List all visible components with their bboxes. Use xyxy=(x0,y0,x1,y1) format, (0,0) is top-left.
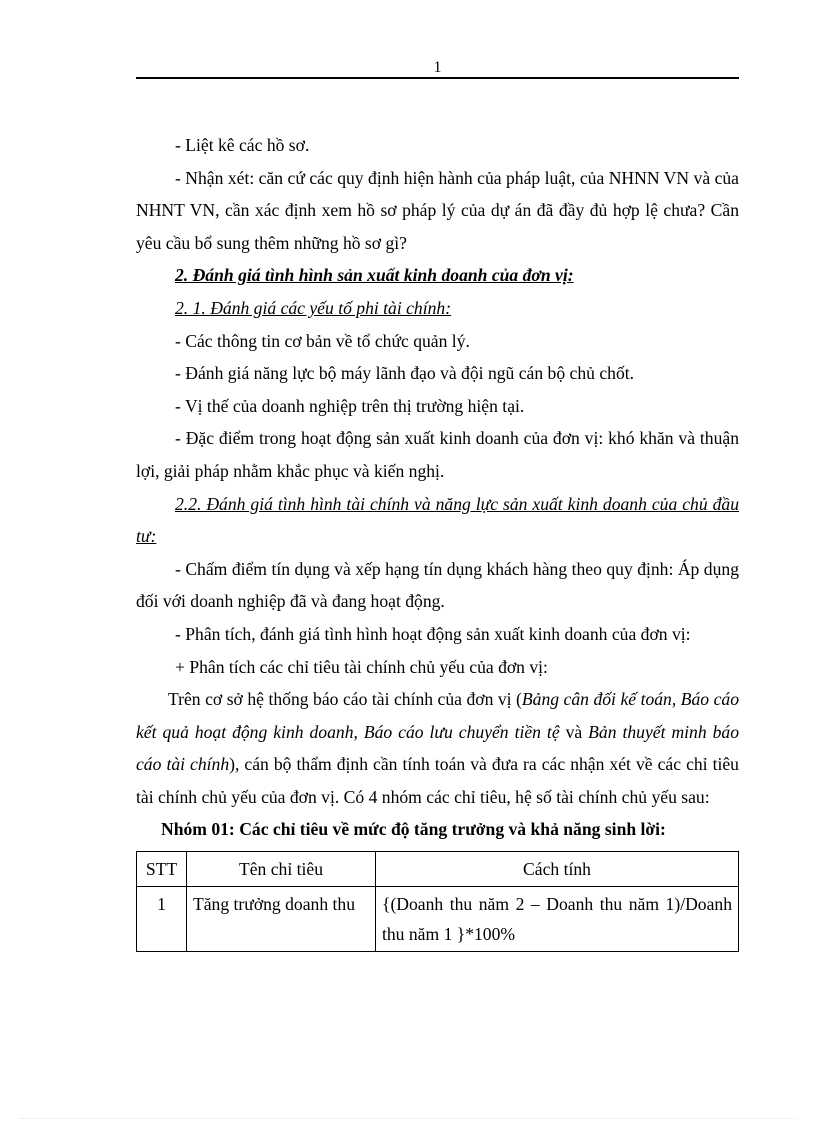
header-calculation: Cách tính xyxy=(376,852,739,887)
list-item-financial-indicators: + Phân tích các chỉ tiêu tài chính chủ yếu của đơn vị: xyxy=(175,656,548,677)
table-header-row xyxy=(137,852,739,887)
paragraph-financial-reports-part-a: Trên cơ sở hệ thống báo cáo tài chính của đơn vị ( xyxy=(168,689,522,710)
paragraph-financial-reports xyxy=(136,683,739,813)
paragraph-comment: - Nhận xét: căn cứ các quy định hiện hành của pháp luật, của NHNN VN và của NHNT VN, cần xác định xem hồ sơ pháp lý của dự án đã đầy đủ hợp lệ chưa? Cần yêu cầu bổ sung thêm những hồ sơ gì? xyxy=(136,167,739,253)
section-heading-2 xyxy=(136,259,739,292)
table-title: Nhóm 01: Các chỉ tiêu về mức độ tăng trưởng và khả năng sinh lời: xyxy=(161,819,666,840)
subsection-heading-2-1 xyxy=(136,292,739,325)
section-heading-2-text: 2. Đánh giá tình hình sản xuất kinh doanh của đơn vị: xyxy=(175,265,574,286)
report-notes-italic: Bản thuyết minh báo cáo tài chính xyxy=(136,721,739,775)
report-names-italic: Bảng cân đối kế toán, Báo cáo kết quả hoạt động kinh doanh, Báo cáo lưu chuyển tiền tệ xyxy=(136,689,739,742)
list-item-business-analysis: - Phân tích, đánh giá tình hình hoạt động sản xuất kinh doanh của đơn vị: xyxy=(175,623,691,644)
paragraph-financial-reports-part-b: và xyxy=(559,721,589,742)
list-item-credit-scoring: - Chấm điểm tín dụng và xếp hạng tín dụng khách hàng theo quy định: Áp dụng đối với doanh nghiệp đã và đang hoạt động. xyxy=(136,558,739,612)
cell-indicator-name: Tăng trưởng doanh thu xyxy=(187,887,376,952)
cell-calculation: {(Doanh thu năm 2 – Doanh thu năm 1)/Doanh thu năm 1 }*100% xyxy=(376,887,739,952)
header-stt: STT xyxy=(137,852,187,887)
list-item-leadership: - Đánh giá năng lực bộ máy lãnh đạo và đội ngũ cán bộ chủ chốt. xyxy=(175,363,635,384)
header-rule xyxy=(136,77,739,79)
cell-stt: 1 xyxy=(137,887,187,952)
subsection-heading-2-2: 2.2. Đánh giá tình hình tài chính và năng lực sản xuất kinh doanh của chủ đầu tư: xyxy=(136,493,739,547)
indicator-table xyxy=(136,851,739,952)
paragraph-financial-reports-part-c: ), cán bộ thẩm định cần tính toán và đưa ra các nhận xét về các chỉ tiêu tài chính chủ yếu của đơn vị. Có 4 nhóm các chỉ tiêu, hệ số tài chính chủ yếu sau: xyxy=(136,754,739,807)
header-indicator-name: Tên chỉ tiêu xyxy=(187,852,376,887)
list-item-list-documents: - Liệt kê các hồ sơ. xyxy=(175,135,310,155)
list-item-market-position: - Vị thế của doanh nghiệp trên thị trường hiện tại. xyxy=(175,395,525,416)
subsection-heading-2-1-text: 2. 1. Đánh giá các yếu tố phi tài chính: xyxy=(175,297,452,318)
page-number: 1 xyxy=(433,59,442,76)
document-body xyxy=(136,129,739,952)
page-bottom-border xyxy=(20,1118,796,1119)
list-item-business-features: - Đặc điểm trong hoạt động sản xuất kinh doanh của đơn vị: khó khăn và thuận lợi, giải pháp nhằm khắc phục và kiến nghị. xyxy=(136,428,739,481)
list-item-basic-info: - Các thông tin cơ bản về tổ chức quản lý. xyxy=(175,330,470,351)
table-row xyxy=(137,887,739,952)
